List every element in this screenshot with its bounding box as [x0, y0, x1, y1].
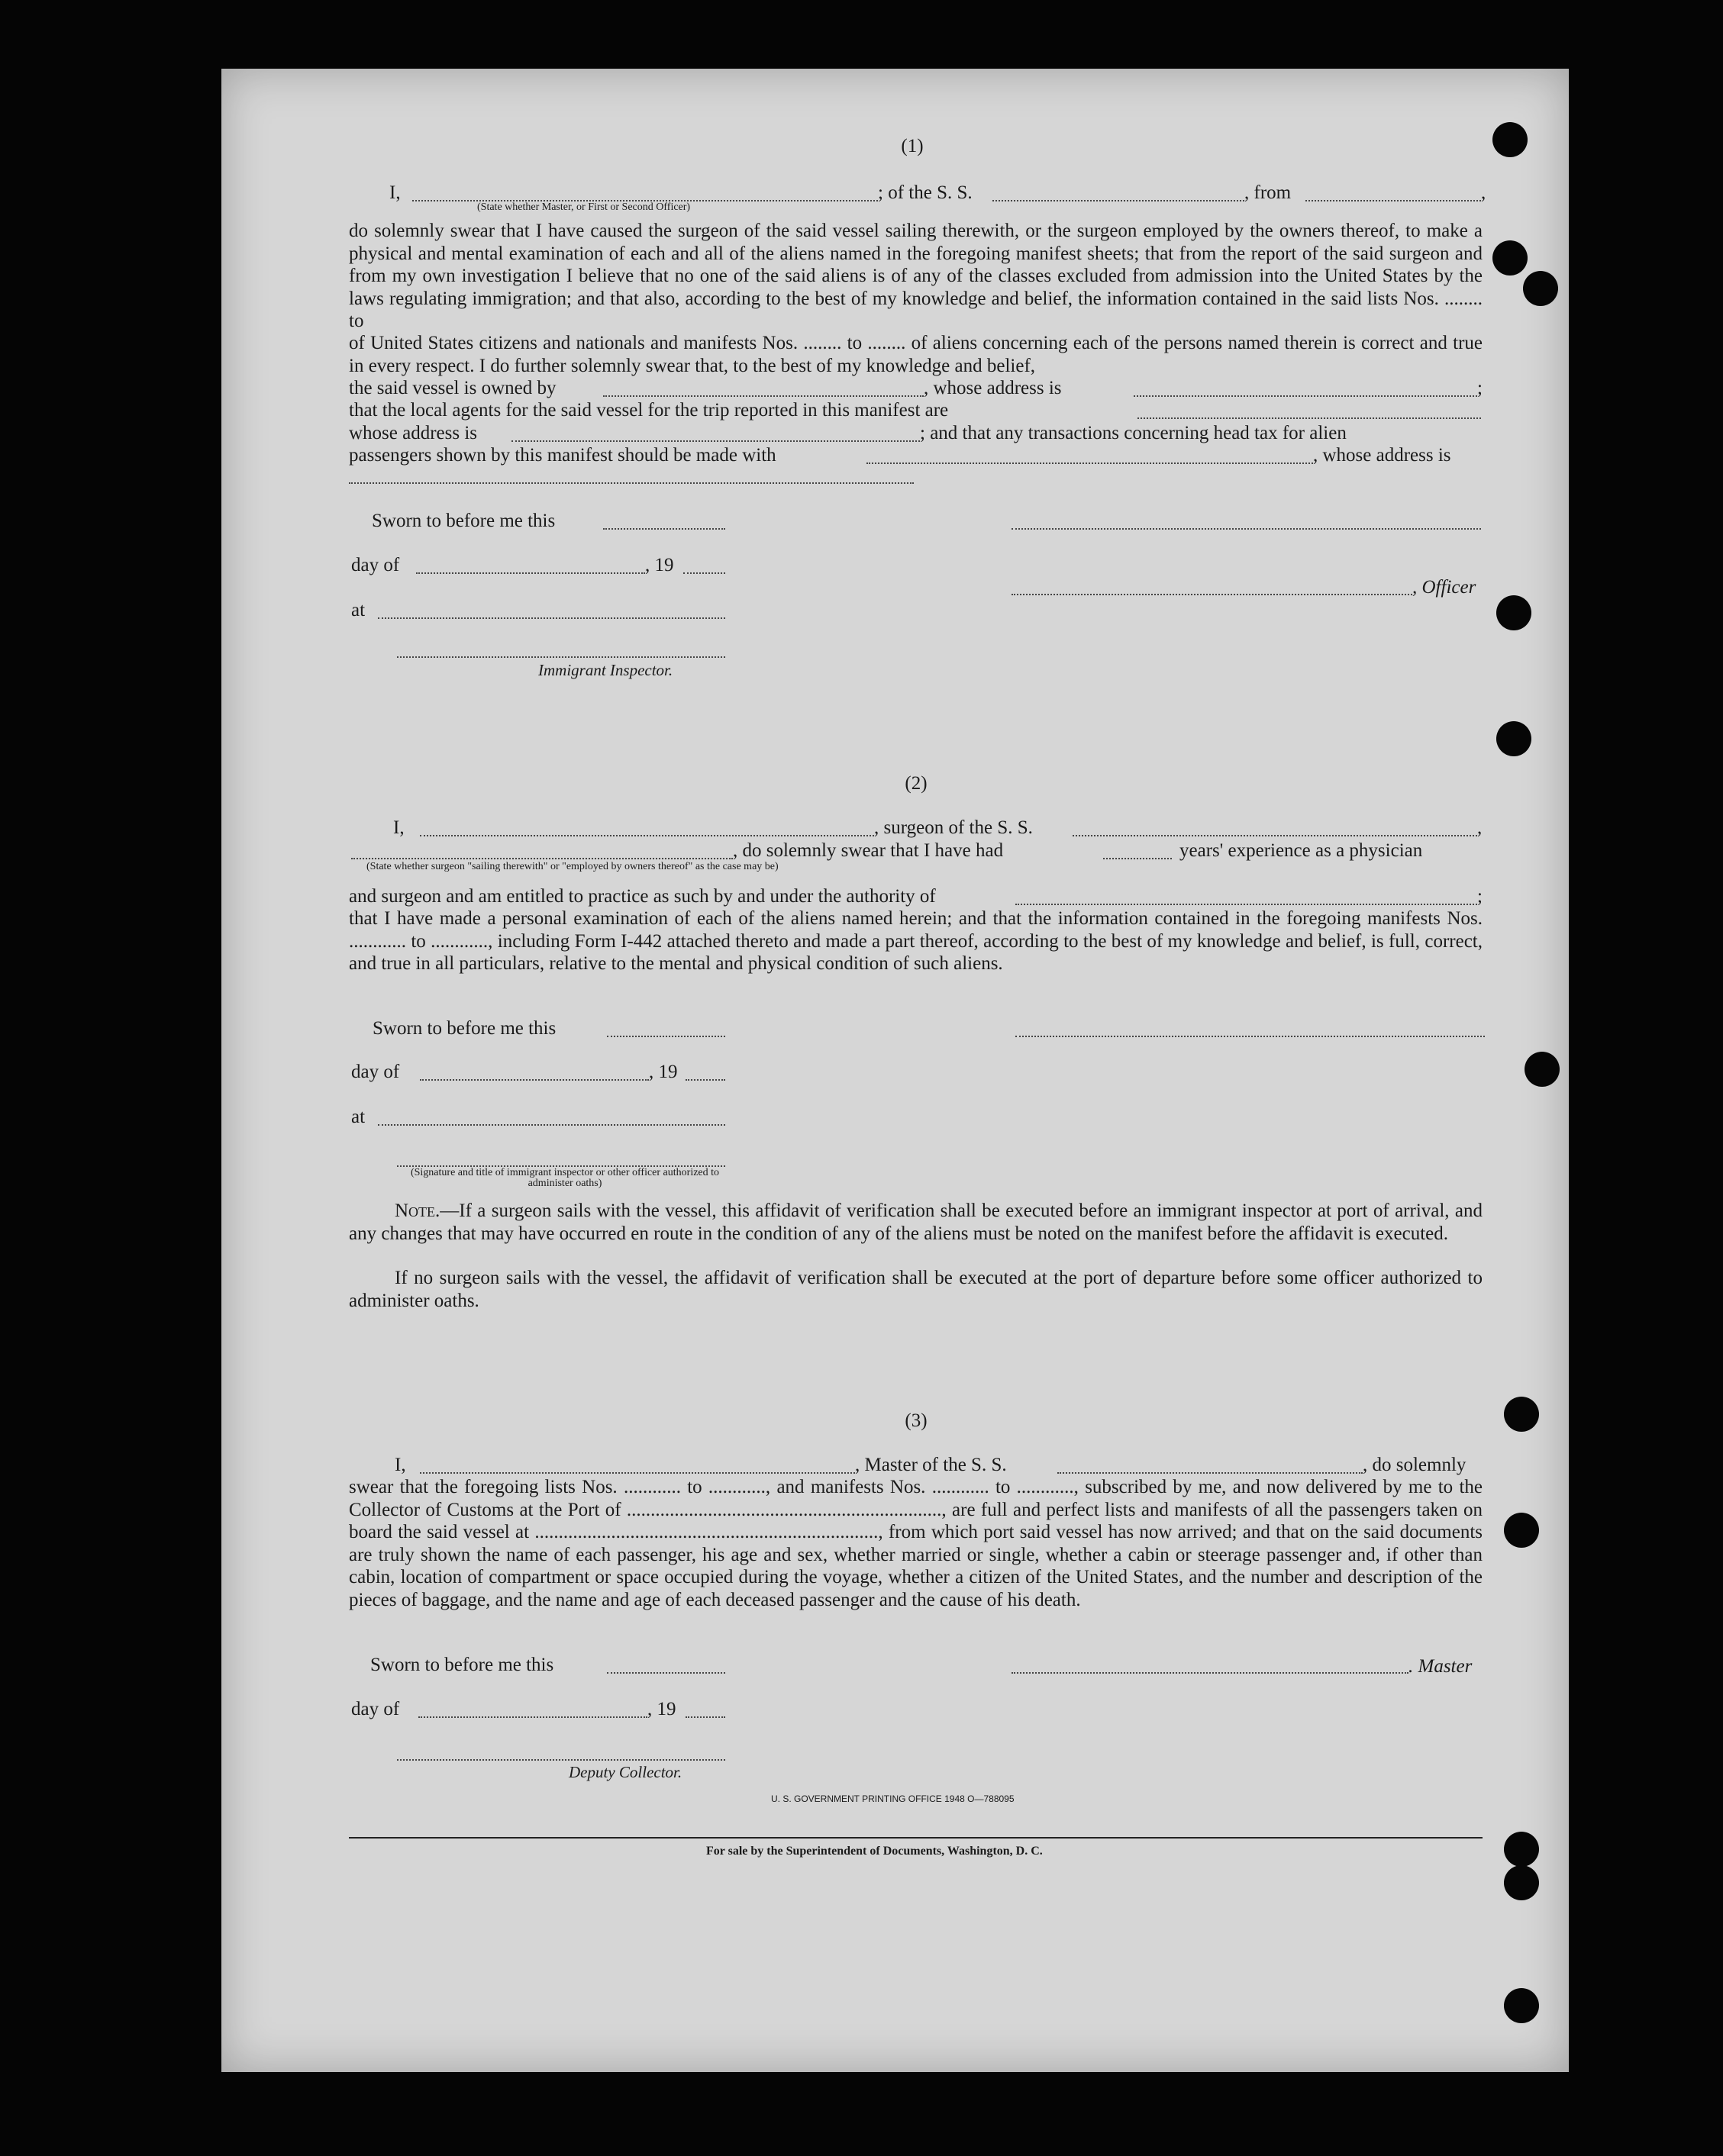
year-label-3: , 19 [647, 1699, 676, 1719]
inspector-signature-line[interactable] [397, 656, 725, 658]
passengers-shown-label: passengers shown by this manifest should be made with [349, 445, 776, 466]
sworn-date-field-1[interactable] [603, 528, 725, 530]
authority-label: and surgeon and am entitled to practice as such by and under the authority of [349, 886, 936, 907]
surgeon-signature-line[interactable] [1015, 1036, 1485, 1037]
comma: , [1477, 817, 1483, 838]
note-paragraph-2: If no surgeon sails with the vessel, the affidavit of verification shall be executed at the port of departure before some officer authorized to administer oaths. [349, 1268, 1483, 1311]
year-field-2[interactable] [686, 1079, 725, 1081]
day-of-label-1: day of [351, 555, 400, 575]
whose-address-label: , whose address is [924, 378, 1062, 398]
day-of-field-2[interactable] [420, 1079, 649, 1081]
punch-hole [1504, 1988, 1539, 2023]
punch-hole [1504, 1865, 1539, 1900]
sworn-label-1: Sworn to before me this [372, 511, 556, 531]
years-experience-label: years' experience as a physician [1179, 840, 1423, 861]
punch-hole [1492, 240, 1528, 276]
of-ss-label: ; of the S. S. [878, 182, 973, 203]
day-of-field-3[interactable] [418, 1716, 647, 1718]
from-label: , from [1244, 182, 1292, 203]
punch-hole [1492, 122, 1528, 157]
master-signature-line[interactable] [1012, 1672, 1408, 1674]
punch-hole [1496, 595, 1531, 630]
owner-field[interactable] [603, 395, 924, 397]
caption-surgeon: (State whether surgeon "sailing therewith" or "employed by owners thereof" as the case may be) [366, 861, 779, 872]
punch-hole [1504, 1832, 1539, 1867]
at-field-2[interactable] [378, 1124, 725, 1126]
from-field[interactable] [1305, 200, 1481, 201]
local-agents-label: that the local agents for the said vessel for the trip reported in this manifest are [349, 400, 949, 421]
semicolon: ; [1477, 378, 1483, 398]
note-text: —If a surgeon sails with the vessel, this affidavit of verification shall be executed before an immigrant inspector at port of arrival, and any changes that may have occurred en route in the condition of any of the aliens must be noted on the manifest before the affidavit is executed. [349, 1200, 1483, 1244]
surgeon-name-field[interactable] [420, 835, 874, 836]
owned-by-label: the said vessel is owned by [349, 378, 557, 398]
master-name-field-3[interactable] [420, 1472, 855, 1474]
year-field-1[interactable] [683, 572, 725, 574]
punch-hole [1504, 1513, 1539, 1548]
at-label-1: at [351, 600, 366, 620]
local-agents-field[interactable] [1137, 417, 1481, 419]
caption-signature: (Signature and title of immigrant inspector or other officer authorized to administer oaths) [410, 1167, 720, 1189]
owner-address-field[interactable] [1134, 395, 1477, 397]
section-1-paragraph-2: of United States citizens and nationals and manifests Nos. ........ to ........ of aliens concerning each of the persons named therein is correct and true in every respect. I do further solemnly swear that, to the best of my knowledge and belief, [349, 333, 1483, 376]
officer-label: , Officer [1412, 577, 1476, 598]
day-of-label-2: day of [351, 1062, 400, 1082]
section-1-number: (1) [901, 136, 924, 156]
authority-field[interactable] [1015, 904, 1477, 905]
sworn-label-2: Sworn to before me this [373, 1018, 557, 1039]
sworn-date-field-2[interactable] [607, 1036, 725, 1037]
head-tax-party-field[interactable] [866, 462, 1313, 464]
head-tax-address-field[interactable] [349, 482, 914, 484]
day-of-field-1[interactable] [416, 572, 645, 574]
year-label-1: , 19 [645, 555, 674, 575]
punch-hole [1496, 721, 1531, 756]
caption-master: (State whether Master, or First or Second Officer) [477, 201, 691, 213]
sworn-label-3: Sworn to before me this [370, 1655, 554, 1675]
section-2-paragraph: that I have made a personal examination of each of the aliens named herein; and that the information contained in the foregoing manifests Nos. ............ to ............, including Form I-442 attached thereto and made a part thereof, according to the best of my knowledge and belief, is full, correct, and true in all particulars, relative to the mental and physical condition of such aliens. [349, 908, 1483, 974]
agents-address-field[interactable] [511, 440, 920, 442]
punch-hole [1504, 1397, 1539, 1432]
head-tax-label: ; and that any transactions concerning head tax for alien [920, 423, 1347, 443]
deputy-collector-label: Deputy Collector. [569, 1763, 682, 1781]
at-field-1[interactable] [378, 617, 725, 619]
semicolon: ; [1477, 886, 1483, 907]
note-label: Note. [395, 1200, 440, 1221]
sworn-date-field-3[interactable] [607, 1672, 725, 1674]
section-2-number: (2) [905, 773, 928, 794]
punch-hole [1523, 271, 1558, 306]
years-field[interactable] [1103, 858, 1172, 859]
whose-address-label-3: , whose address is [1313, 445, 1451, 466]
master-of-ss-label: , Master of the S. S. [855, 1455, 1007, 1475]
master-label: . Master [1408, 1656, 1473, 1677]
ship-name-field[interactable] [992, 200, 1244, 201]
deputy-collector-signature-line[interactable] [397, 1759, 725, 1761]
master-ship-field[interactable] [1057, 1472, 1363, 1474]
section-1-i: I, [389, 182, 401, 203]
do-solemnly-label-3: , do solemnly [1363, 1455, 1466, 1475]
do-solemnly-label: , do solemnly swear that I have had [733, 840, 1004, 861]
line-end: , [1481, 182, 1486, 203]
officer-title-line[interactable] [1012, 594, 1412, 595]
section-2-i: I, [393, 817, 405, 838]
officer-signature-line[interactable] [1012, 528, 1481, 530]
surgeon-type-field[interactable] [351, 858, 733, 859]
section-3-i: I, [395, 1455, 406, 1475]
footer-divider [349, 1837, 1483, 1839]
at-label-2: at [351, 1107, 366, 1127]
year-field-3[interactable] [686, 1716, 725, 1718]
year-label-2: , 19 [649, 1062, 678, 1082]
surgeon-of-ss-label: , surgeon of the S. S. [874, 817, 1033, 838]
section-3-number: (3) [905, 1410, 928, 1431]
printing-office-imprint: U. S. GOVERNMENT PRINTING OFFICE 1948 O—788095 [771, 1793, 1015, 1804]
whose-address-label-2: whose address is [349, 423, 478, 443]
note-paragraph [349, 1200, 1483, 1245]
day-of-label-3: day of [351, 1699, 400, 1719]
surgeon-ship-field[interactable] [1073, 835, 1477, 836]
for-sale-note: For sale by the Superintendent of Documents, Washington, D. C. [706, 1845, 1043, 1858]
section-1-paragraph-1: do solemnly swear that I have caused the surgeon of the said vessel sailing therewith, or the surgeon employed by the owners thereof, to make a physical and mental examination of each and all of the aliens named in the foregoing manifest sheets; that from the report of the said surgeon and from my own investigation I believe that no one of the said aliens is of any of the classes excluded from admission into the United States by the laws regulating immigration; and that also, according to the best of my knowledge and belief, the information contained in the said lists Nos. ........ to [349, 221, 1483, 331]
immigrant-inspector-label: Immigrant Inspector. [538, 661, 673, 679]
section-3-paragraph: swear that the foregoing lists Nos. ............ to ............, and manifests Nos. ............ to ............, subscribed by me, and now delivered by me to the Collector of Customs at the Port of .................................................................., are full and perfect lists and manifests of all the passengers taken on board the said vessel at ........................................................................, from which port said vessel has now arrived; and that on the said documents are truly shown the name of each passenger, his age and sex, whether married or single, whether a cabin or steerage passenger and, if other than cabin, location of compartment or space occupied during the voyage, whether a citizen of the United States, and the number and description of the pieces of baggage, and the name and age of each deceased passenger and the cause of his death. [349, 1477, 1483, 1610]
punch-hole [1525, 1052, 1560, 1087]
